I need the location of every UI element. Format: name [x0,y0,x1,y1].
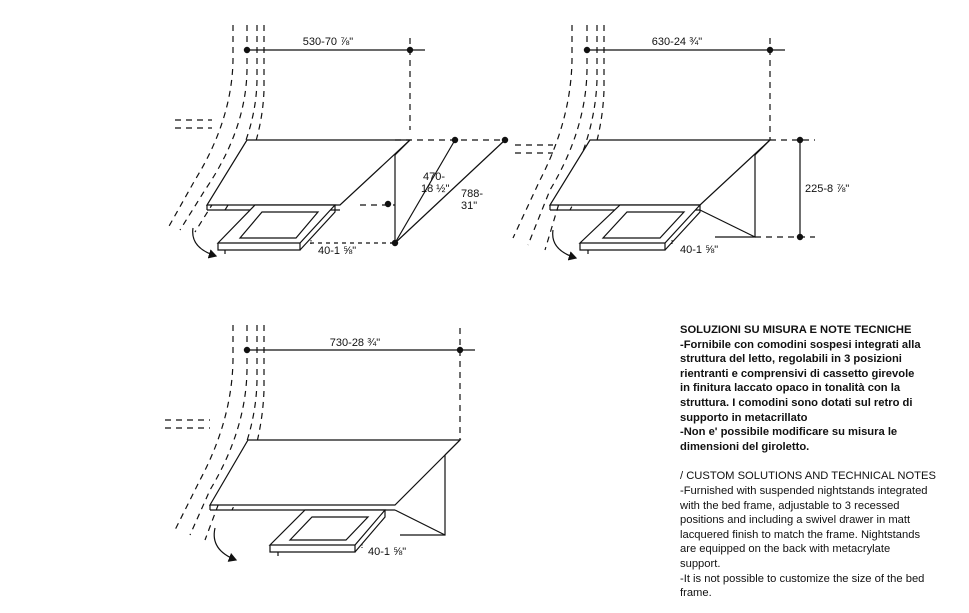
tr-width-label: 630-24 ¾" [651,36,703,48]
tl-width-label: 530-70 ⅞" [302,36,354,48]
english-note-line: are equipped on the back with metacrylate [680,543,891,556]
tl-depth-b-label-1: 788- [461,188,484,200]
bed-frame-outline [513,25,604,250]
bl-height-label: 40-1 ⅝" [368,546,407,558]
italian-note-line: in finitura laccato opaco in tonalità con la [680,382,901,395]
nightstand-top-panel [207,140,410,205]
english-note-line: frame. [680,587,712,600]
view-bottom-left [165,325,475,560]
swivel-arrow [193,228,216,256]
bl-width-label: 730-28 ¾" [329,337,381,349]
metacrylate-support [390,155,395,243]
swivel-drawer [580,205,700,243]
tl-height-label: 40-1 ⅝" [318,245,357,257]
swivel-drawer [218,205,335,243]
english-note-line: positions and including a swivel drawer in matt [680,514,911,527]
italian-notes-body [680,338,960,455]
view-top-right [513,25,815,258]
english-note-line: support. [680,557,721,570]
english-notes-title: / CUSTOM SOLUTIONS AND TECHNICAL NOTES [680,470,936,483]
italian-notes-title: SOLUZIONI SU MISURA E NOTE TECNICHE [680,324,912,336]
italian-note-line: -Fornibile con comodini sospesi integrati alla [680,338,921,351]
swivel-arrow [214,528,236,560]
technical-notes [680,323,960,601]
italian-note-line: dimensioni del giroletto. [680,440,810,453]
view-top-left [168,25,508,256]
bed-frame-outline [165,325,264,540]
tr-height-label: 40-1 ⅝" [680,244,719,256]
tl-depth-a-label-1: 470- [423,171,446,183]
english-notes-body [680,484,960,601]
tl-depth-b-label-2: 31" [461,200,478,212]
nightstand-top-panel [210,440,460,505]
tl-depth-a-label-2: 18 ½" [421,183,450,195]
english-note-line: -Furnished with suspended nightstands integrated [680,484,928,497]
italian-note-line: struttura. I comodini sono dotati sul retro di [680,396,913,409]
italian-note-line: -Non e' possibile modificare su misura le [680,426,898,439]
italian-note-line: supporto in metacrillato [680,411,808,424]
english-note-line: lacquered finish to match the frame. Nightstands [680,528,921,541]
tr-side-label: 225-8 ⅞" [805,183,850,195]
english-note-line: -It is not possible to customize the size of the bed [680,572,925,585]
italian-note-line: struttura del letto, regolabili in 3 posizioni [680,353,902,366]
italian-note-line: rientranti e comprensivi di cassetto girevole [680,367,915,380]
english-note-line: with the bed frame, adjustable to 3 recessed [680,499,900,512]
swivel-arrow [553,230,576,258]
